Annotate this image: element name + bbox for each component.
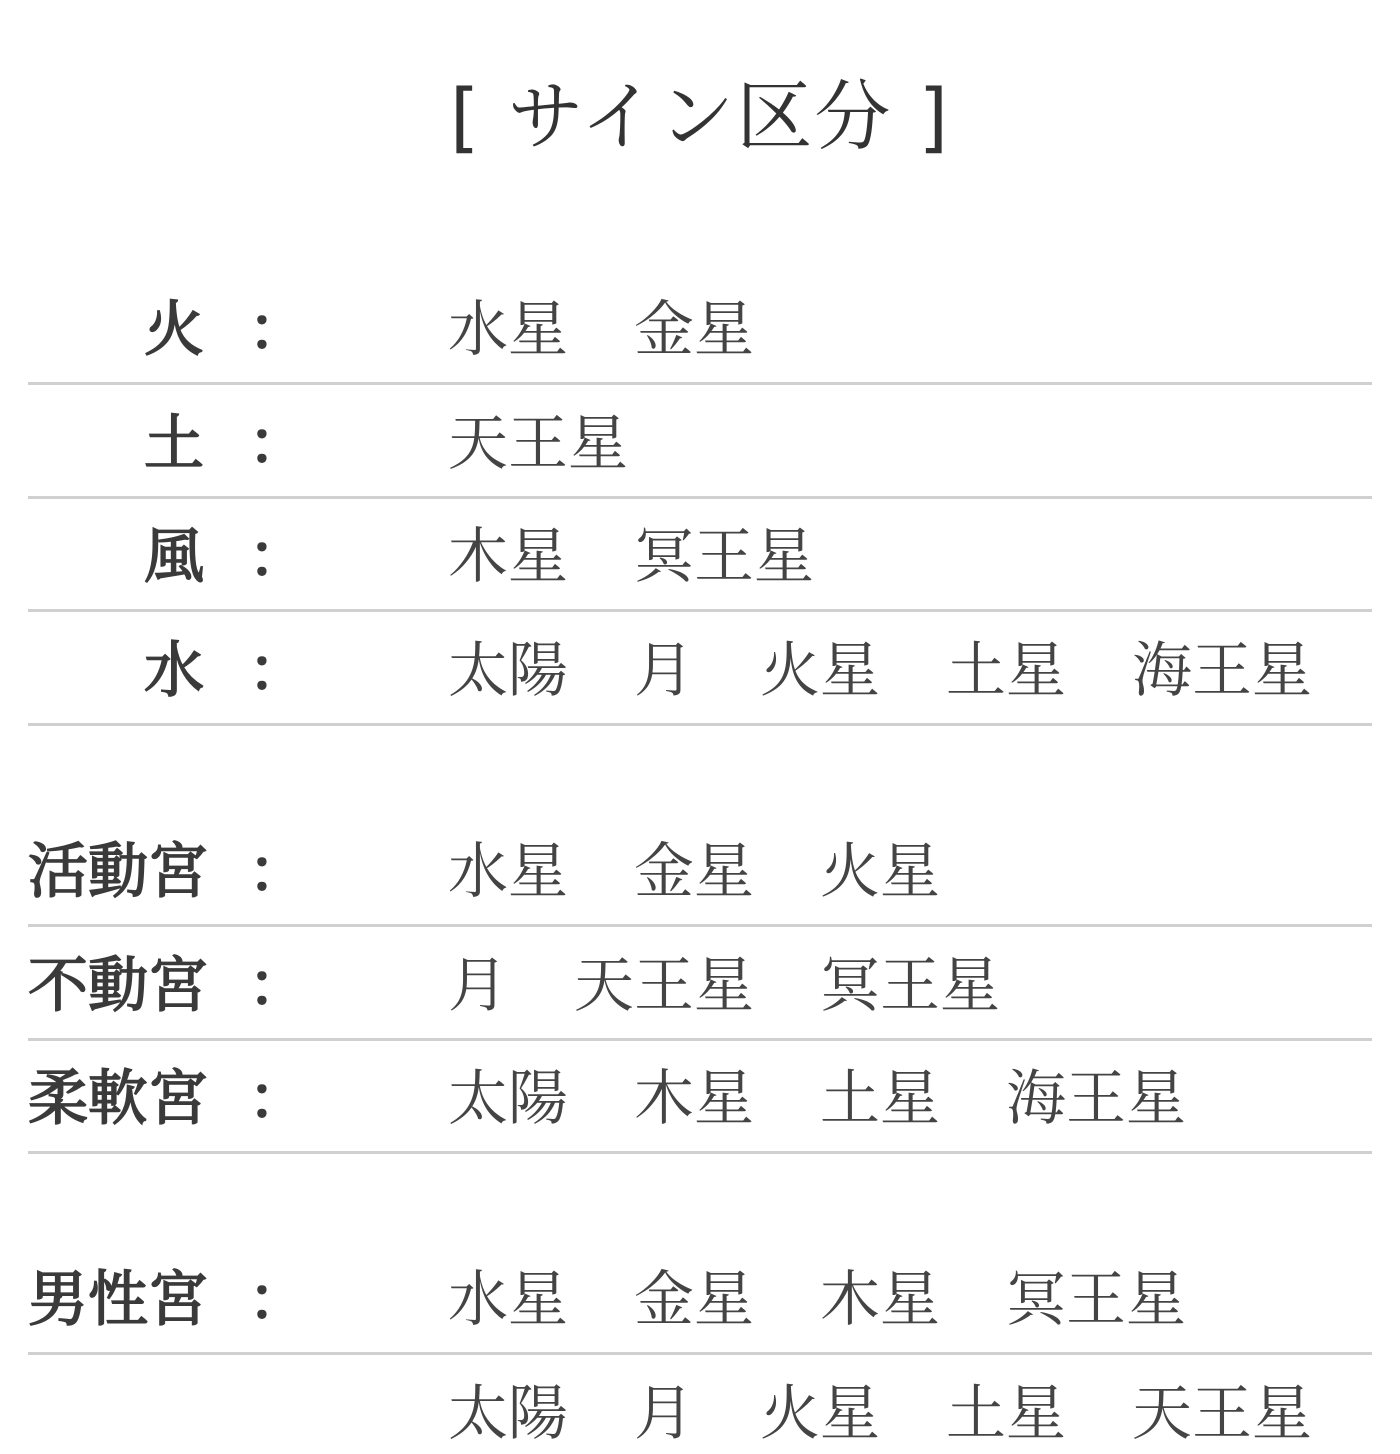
planet-name: 太陽 [448, 635, 568, 706]
planet-name: 水星 [448, 295, 568, 365]
planet-name: 月 [448, 950, 508, 1021]
row-values [448, 631, 1312, 711]
planet-name: 天王星 [1132, 1379, 1312, 1449]
row-values [448, 1374, 1312, 1454]
table-row [28, 1039, 1372, 1154]
planet-name: 土星 [946, 635, 1066, 706]
row-values [448, 517, 814, 597]
table-row [28, 270, 1372, 385]
table-row [28, 611, 1372, 726]
row-label: 活動宮 [28, 837, 208, 907]
row-label: 男性宮 [28, 1265, 208, 1335]
planet-name: 金星 [634, 1265, 754, 1335]
row-values [448, 832, 940, 912]
planet-name: 火星 [760, 1379, 880, 1449]
row-values [448, 946, 1000, 1026]
row-values [448, 1059, 1186, 1139]
row-colon: ： [248, 1064, 308, 1134]
planet-name: 海王星 [1132, 635, 1312, 706]
row-label: 水 [144, 635, 204, 706]
table-row [28, 1262, 1372, 1449]
table-row [28, 384, 1372, 499]
planet-name: 天王星 [448, 408, 628, 479]
row-colon: ： [248, 408, 308, 479]
planet-name: 冥王星 [1006, 1265, 1186, 1335]
planet-name: 土星 [820, 1064, 940, 1134]
planet-name: 天王星 [574, 950, 754, 1021]
table-row [28, 812, 1372, 927]
row-label: 土 [144, 408, 204, 479]
row-values [448, 404, 628, 484]
planet-name: 太陽 [448, 1064, 568, 1134]
planet-name: 太陽 [448, 1379, 568, 1449]
row-label: 不動宮 [28, 950, 208, 1021]
planet-name: 月 [634, 1379, 694, 1449]
planet-name: 火星 [760, 635, 880, 706]
planet-name: 冥王星 [820, 950, 1000, 1021]
row-colon: ： [248, 1265, 308, 1335]
row-label: 風 [144, 522, 204, 592]
table-row [28, 497, 1372, 612]
planet-name: 土星 [946, 1379, 1066, 1449]
planet-name: 水星 [448, 837, 568, 907]
row-colon: ： [248, 295, 308, 365]
row-colon: ： [248, 950, 308, 1021]
planet-name: 月 [634, 635, 694, 706]
row-values [448, 290, 754, 370]
planet-name: 水星 [448, 1265, 568, 1335]
planet-name: 木星 [448, 522, 568, 592]
planet-name: 海王星 [1006, 1064, 1186, 1134]
row-colon: ： [248, 522, 308, 592]
planet-name: 木星 [820, 1265, 940, 1335]
planet-name: 木星 [634, 1064, 754, 1134]
planet-name: 冥王星 [634, 522, 814, 592]
row-label: 火 [144, 295, 204, 365]
planet-name: 金星 [634, 295, 754, 365]
page-title: [ サイン区分 ] [449, 72, 951, 161]
planet-name: 火星 [820, 837, 940, 907]
row-colon: ： [248, 837, 308, 907]
row-colon: ： [248, 635, 308, 706]
planet-name: 金星 [634, 837, 754, 907]
row-label: 柔軟宮 [28, 1064, 208, 1134]
table-row [28, 926, 1372, 1041]
